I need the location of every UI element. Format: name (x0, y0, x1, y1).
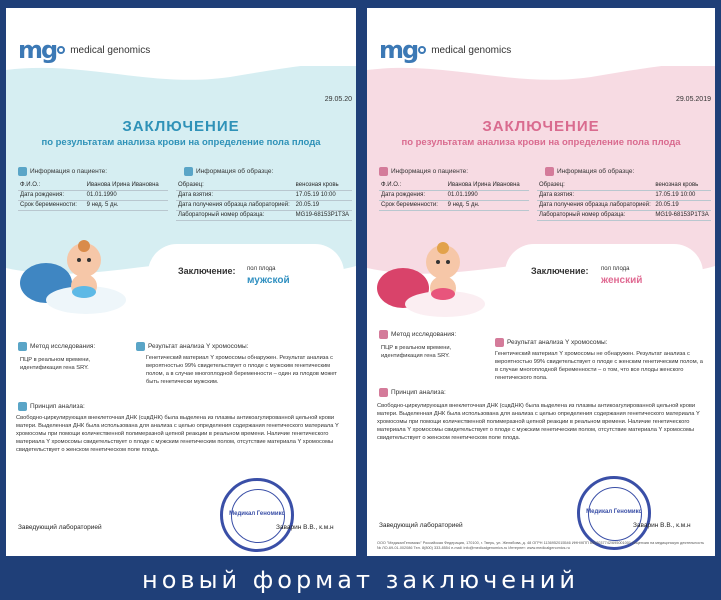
conclusion-value: женский (601, 275, 643, 286)
stamp-text: Медикал Геномикс (229, 511, 285, 517)
logo-dot-icon (57, 46, 65, 54)
result-header (495, 338, 607, 347)
principle-text: Свободно-циркулирующая внеклеточная ДНК (сцвДНК) была выделена из плазмы антикоагулированной цельной крови матери. Выделенная ДНК была использована для анализа с целью определения содержания генетического материала Y хромосомы при помощи количественной полимеразной цепной реакции в реальном времени. Наличие генетического материала Y хромосомы свидетельствует о плоде с мужским генетическим полом, отсутствие материала Y хромосомы свидетельствует о женском генетическом поле плода. (377, 403, 700, 441)
conclusion-small: пол плода (247, 266, 276, 272)
method-icon (379, 330, 388, 339)
signature-title: Заведующий лабораторией (379, 522, 463, 529)
method-header (18, 342, 95, 351)
principle-icon (18, 402, 27, 411)
patient-table (18, 180, 168, 211)
sample-header (545, 167, 634, 176)
result-icon (136, 342, 145, 351)
method-icon (18, 342, 27, 351)
baby-boy-illustration (16, 228, 126, 318)
conclusion-label: Заключение: (178, 266, 236, 276)
signature-name: Заварин В.В., к.м.н (276, 524, 334, 531)
table-row: Срок беременности: 9 нед. 5 дн. (379, 200, 529, 210)
signature-title: Заведующий лабораторией (18, 524, 102, 531)
method-text: ПЦР в реальном времени, идентификация гена SRY. (381, 345, 452, 359)
report-male (6, 8, 356, 556)
logo-dot-icon (418, 46, 426, 54)
logo-text: medical genomics (431, 44, 512, 56)
table-row: Образец: венозная кровь (537, 180, 711, 190)
sample-header-label: Информация об образце: (196, 168, 274, 175)
sample-table (537, 180, 711, 221)
table-row: Дата получения образца лабораторией: 20.05.19 (537, 200, 711, 210)
logo-text: medical genomics (70, 44, 151, 56)
method-header (379, 330, 456, 339)
result-text: Генетический материал Y хромосомы не обнаружен. Результат анализа с вероятностью 99% свидетельствует о плоде с женским генетическим полом, а в случае многоплодной беременности – о том, что все плоды женского генетического пола. (495, 351, 703, 381)
patient-icon (379, 167, 388, 176)
patient-header (18, 167, 107, 176)
table-row: Образец: венозная кровь (176, 180, 352, 190)
conclusion-value: мужской (247, 275, 290, 286)
table-row: Дата рождения: 01.01.1990 (379, 190, 529, 200)
patient-header (379, 167, 468, 176)
table-row: Ф.И.О.: Иванова Ирина Ивановна (18, 180, 168, 190)
sample-header (184, 167, 273, 176)
stamp (220, 478, 294, 552)
conclusion-label: Заключение: (531, 266, 589, 276)
report-subtitle: по результатам анализа крови на определение пола плода (401, 137, 681, 148)
table-row: Ф.И.О.: Иванова Ирина Ивановна (379, 180, 529, 190)
header-wave (367, 60, 715, 100)
baby-girl-illustration (373, 230, 485, 320)
principle-header-label: Принцип анализа: (391, 389, 446, 396)
table-row: Дата получения образца лабораторией: 20.05.19 (176, 200, 352, 210)
header-wave (6, 60, 356, 100)
stamp-text: Медикал Геномикс (586, 509, 642, 515)
report-title: ЗАКЛЮЧЕНИЕ (122, 118, 240, 135)
logo (379, 36, 511, 64)
table-row: Лабораторный номер образца: MG19-68153P1T3A (537, 210, 711, 220)
signature-name: Заварин В.В., к.м.н (633, 522, 691, 529)
sample-table (176, 180, 352, 221)
report-female (367, 8, 715, 556)
table-row: Срок беременности: 9 нед. 5 дн. (18, 200, 168, 210)
result-text: Генетический материал Y хромосомы обнаружен. Результат анализа с вероятностью 99% свидетельствует о плоде с мужским генетическим полом, а в случае многоплодной беременности – один из плодов может быть генетически мужским. (146, 355, 337, 385)
principle-text: Свободно-циркулирующая внеклеточная ДНК (сцвДНК) была выделена из плазмы антикоагулированной цельной крови матери. Выделенная ДНК была использована для анализа с целью определения содержания генетического материала Y хромосомы при помощи количественной полимеразной цепной реакции в реальном времени. Наличие генетического материала Y хромосомы свидетельствует о плоде с мужским генетическим полом, отсутствие материала Y хромосомы свидетельствует о женском генетическом поле плода. (16, 415, 339, 453)
result-icon (495, 338, 504, 347)
method-text: ПЦР в реальном времени, идентификация гена SRY. (20, 357, 91, 371)
table-row: Дата взятия: 17.05.19 10:00 (537, 190, 711, 200)
sample-icon (545, 167, 554, 176)
banner-caption: новый формат заключений (142, 566, 579, 594)
result-header (136, 342, 248, 351)
method-header-label: Метод исследования: (391, 331, 457, 338)
result-header-label: Результат анализа Y хромосомы: (148, 343, 249, 350)
patient-icon (18, 167, 27, 176)
table-row: Дата взятия: 17.05.19 10:00 (176, 190, 352, 200)
logo-mark: mg (379, 36, 418, 64)
conclusion-small: пол плода (601, 266, 630, 272)
principle-header-label: Принцип анализа: (30, 403, 85, 410)
report-title: ЗАКЛЮЧЕНИЕ (482, 118, 600, 135)
patient-header-label: Информация о пациенте: (391, 168, 469, 175)
logo (18, 36, 150, 64)
stamp (577, 476, 651, 550)
report-subtitle: по результатам анализа крови на определение пола плода (41, 137, 321, 148)
footer-text: ООО "МедикалГеномикс" Российская Федерация, 170100, г. Тверь, ул. Желябова, д. 48 ОГРН 1136952015546 ИНН/КПП 6952037742/695001001 Лицензия на медицинскую деятельность № ЛО-69-01-002086 Тел. 8(800) 333-8554 e-mail: info@medicalgenomics.ru Интернет: www.medicalgenomics.ru (377, 541, 705, 550)
report-date: 29.05.2019 (675, 96, 711, 103)
method-header-label: Метод исследования: (30, 343, 96, 350)
result-header-label: Результат анализа Y хромосомы: (507, 339, 608, 346)
sample-icon (184, 167, 193, 176)
table-row: Дата рождения: 01.01.1990 (18, 190, 168, 200)
principle-icon (379, 388, 388, 397)
report-date: 29.05.20 (324, 96, 352, 103)
table-row: Лабораторный номер образца: MG19-68153P1T3A (176, 210, 352, 220)
sample-header-label: Информация об образце: (557, 168, 635, 175)
patient-table (379, 180, 529, 211)
patient-header-label: Информация о пациенте: (30, 168, 108, 175)
logo-mark: mg (18, 36, 57, 64)
principle-header (379, 388, 446, 397)
principle-header (18, 402, 85, 411)
